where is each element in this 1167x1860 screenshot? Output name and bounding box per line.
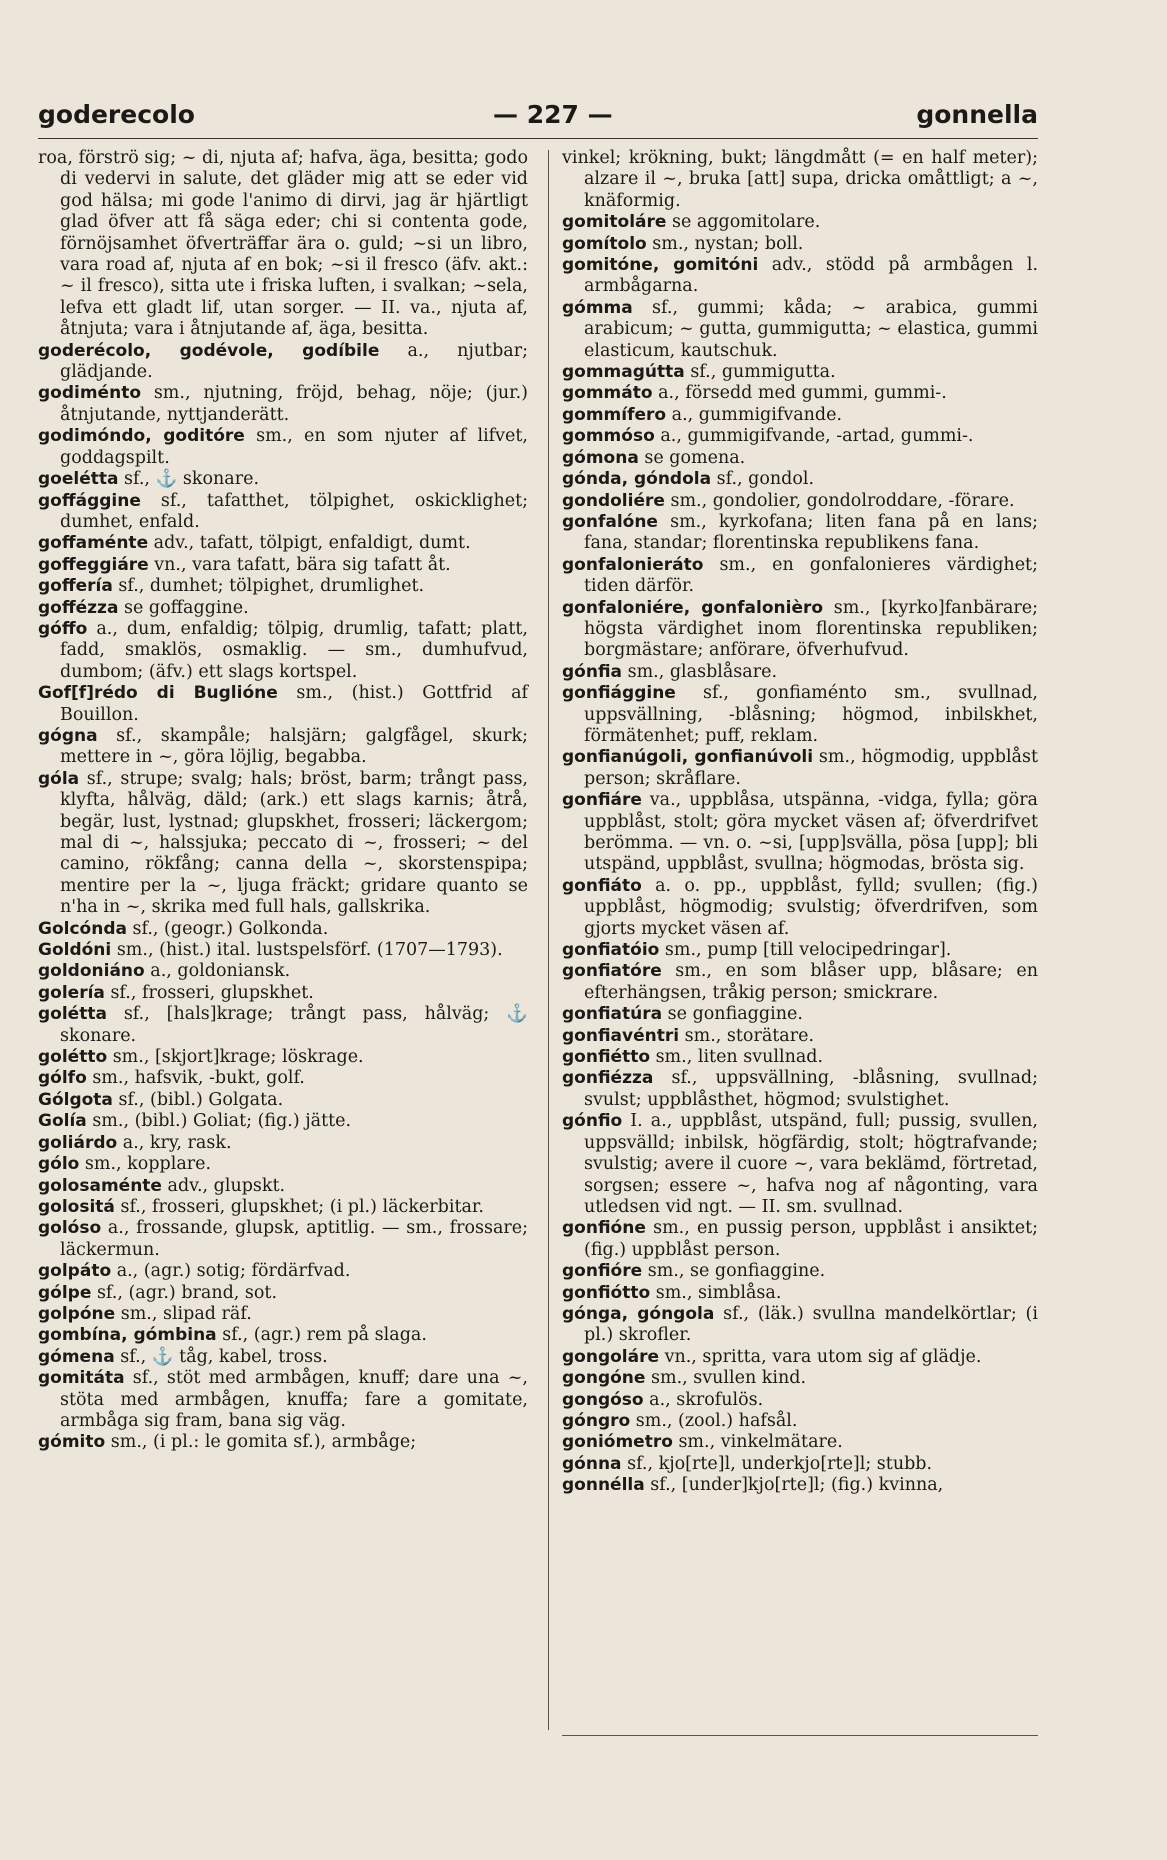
entry-headword: gónna bbox=[562, 1453, 622, 1474]
entry-headword: golosaménte bbox=[38, 1175, 162, 1196]
page-header bbox=[38, 100, 1038, 134]
entry-headword: goldoniáno bbox=[38, 961, 145, 982]
entry-definition: sm., (hist.) ital. lustspelsförf. (1707—1793). bbox=[111, 940, 503, 961]
entry-headword: golóso bbox=[38, 1218, 102, 1239]
entry-headword: gómona bbox=[562, 447, 639, 468]
entry-definition: sf., [hals]krage; trångt pass, hålväg; ⚓ skonare. bbox=[60, 1004, 528, 1046]
entry-headword: goderécolo, godévole, godíbile bbox=[38, 340, 380, 361]
dictionary-entry bbox=[562, 747, 1038, 790]
entry-headword: góffo bbox=[38, 618, 88, 639]
entry-headword: Golcónda bbox=[38, 918, 127, 939]
entry-definition: sm., simblåsa. bbox=[650, 1282, 782, 1303]
entry-headword: gomitoláre bbox=[562, 212, 667, 233]
dictionary-entry bbox=[562, 1411, 1038, 1432]
dictionary-entry bbox=[562, 1218, 1038, 1261]
entry-headword: gomítolo bbox=[562, 233, 647, 254]
dictionary-entry bbox=[562, 1390, 1038, 1411]
entry-definition: a., goldoniansk. bbox=[144, 961, 291, 982]
dictionary-entry bbox=[562, 1004, 1038, 1025]
entry-definition: sf., uppsvällning, -blåsning, svullnad; svulst; uppblåsthet, högmod; svulstighet. bbox=[584, 1068, 1038, 1110]
dictionary-entry bbox=[38, 1090, 528, 1111]
dictionary-entry bbox=[562, 1432, 1038, 1453]
entry-definition: va., uppblåsa, utspänna, -vidga, fylla; göra uppblåst, stolt; göra mycket väsen af; öfverdrifvet berömma. — vn. o. ~si, [upp]svälla, pösa [upp]; bli utspänd, uppblåst, svullna; högmodas, brösta sig. bbox=[584, 790, 1038, 875]
entry-headword: gólfo bbox=[38, 1068, 87, 1089]
entry-definition: a., gummigifvande. bbox=[666, 404, 843, 425]
entry-definition: adv., stödd på armbågen l. armbågarna. bbox=[584, 255, 1039, 297]
dictionary-entry bbox=[38, 576, 528, 597]
entry-definition: sf., (läk.) svullna mandelkörtlar; (i pl.) skrofler. bbox=[584, 1303, 1038, 1346]
entry-headword: gónfia bbox=[562, 661, 623, 682]
dictionary-entry bbox=[562, 1068, 1038, 1111]
dictionary-entry bbox=[38, 555, 528, 576]
dictionary-entry bbox=[38, 383, 528, 426]
header-rule bbox=[38, 138, 1038, 139]
entry-definition: adv., glupskt. bbox=[161, 1175, 286, 1196]
entry-definition: sm., hafsvik, -bukt, golf. bbox=[86, 1068, 305, 1089]
entry-headword: golétto bbox=[38, 1047, 108, 1068]
entry-headword: goniómetro bbox=[562, 1432, 673, 1453]
entry-definition: se aggomitolare. bbox=[666, 212, 821, 233]
entry-definition: sm., (i pl.: le gomita sf.), armbåge; bbox=[105, 1432, 417, 1453]
entry-definition: sm., nystan; boll. bbox=[646, 233, 804, 254]
entry-definition: sm., en pussig person, uppblåst i ansiktet; (fig.) uppblåst person. bbox=[584, 1218, 1038, 1260]
entry-definition: sf., frosseri, glupskhet. bbox=[104, 982, 314, 1003]
entry-headword: gonfiatóre bbox=[562, 961, 662, 982]
dictionary-entry bbox=[562, 469, 1038, 490]
dictionary-entry bbox=[562, 448, 1038, 469]
entry-headword: goffería bbox=[38, 576, 113, 597]
dictionary-entry bbox=[562, 1026, 1038, 1047]
entry-headword: góla bbox=[38, 768, 80, 789]
dictionary-entry bbox=[38, 1304, 528, 1325]
dictionary-entry bbox=[562, 1304, 1038, 1347]
entry-definition: sm., pump [till velocipedringar]. bbox=[659, 940, 952, 961]
dictionary-entry bbox=[38, 1197, 528, 1218]
entry-definition: sf., tafatthet, tölpighet, oskicklighet; dumhet, enfald. bbox=[60, 490, 528, 532]
entry-definition: sm., storätare. bbox=[679, 1025, 815, 1046]
dictionary-entry bbox=[38, 1432, 528, 1453]
dictionary-entry bbox=[38, 619, 528, 683]
dictionary-entry bbox=[38, 1368, 528, 1432]
end-rule bbox=[562, 1735, 1038, 1736]
entry-headword: golería bbox=[38, 982, 105, 1003]
header-last-word: gonnella bbox=[916, 100, 1038, 129]
entry-definition: a., dum, enfaldig; tölpig, drumlig, tafatt; platt, fadd, smaklös, osmaklig. — sm., dumhufvud, dumbom; (äfv.) ett slags kortspel. bbox=[60, 618, 528, 682]
entry-definition: vn., vara tafatt, bära sig tafatt åt. bbox=[148, 554, 451, 575]
entry-headword: gonfiavéntri bbox=[562, 1025, 680, 1046]
entry-headword: goliárdo bbox=[38, 1132, 118, 1153]
dictionary-entry bbox=[562, 1347, 1038, 1368]
entry-headword: Golía bbox=[38, 1111, 87, 1132]
dictionary-entry bbox=[562, 1261, 1038, 1282]
dictionary-entry bbox=[562, 1454, 1038, 1475]
entry-definition: sm., (hist.) Gottfrid af Bouillon. bbox=[60, 683, 528, 725]
dictionary-entry bbox=[562, 598, 1038, 662]
dictionary-entry bbox=[38, 769, 528, 919]
dictionary-entry bbox=[562, 876, 1038, 940]
entry-definition: sm., [kyrko]fanbärare; högsta värdighet inom florentinska republiken; borgmästare; anförare, öfverhufvud. bbox=[584, 597, 1038, 661]
entry-definition: sm., (zool.) hafsål. bbox=[630, 1410, 798, 1431]
page-number: — 227 — bbox=[493, 100, 613, 129]
dictionary-entry bbox=[562, 212, 1038, 233]
dictionary-entry bbox=[562, 405, 1038, 426]
entry-definition: sf., strupe; svalg; hals; bröst, barm; trångt pass, klyfta, hålväg, däld; (ark.) ett slags karnis; åtrå, begär, lust, lystnad; glupskhet, frosseri; läckergom; mal di ~, halssjuka; peccato di ~, frosseri; ~ del camino, rökfång; canna della ~, skorstenspipa; mentire per la ~, ljuga fräckt; gridare quanto se n'ha in ~, skrika med full hals, gallskrika. bbox=[60, 768, 528, 918]
dictionary-entry bbox=[38, 1325, 528, 1346]
entry-definition: sm., kyrkofana; liten fana på en lans; fana, standar; florentinska republikens fana. bbox=[584, 511, 1038, 554]
dictionary-entry bbox=[562, 362, 1038, 383]
entry-headword: gonfióne bbox=[562, 1218, 646, 1239]
dictionary-entry bbox=[38, 1004, 528, 1047]
dictionary-entry bbox=[38, 1283, 528, 1304]
entry-headword: gonfalóne bbox=[562, 511, 658, 532]
header-first-word: goderecolo bbox=[38, 100, 195, 129]
dictionary-entry bbox=[562, 298, 1038, 362]
dictionary-entry bbox=[38, 426, 528, 469]
entry-definition: sf., (bibl.) Golgata. bbox=[112, 1089, 284, 1110]
entry-definition: sm., glasblåsare. bbox=[622, 661, 778, 682]
dictionary-entry bbox=[562, 426, 1038, 447]
entry-headword: gonfiézza bbox=[562, 1068, 654, 1089]
entry-headword: gombína, gómbina bbox=[38, 1325, 217, 1346]
dictionary-entry bbox=[38, 533, 528, 554]
entry-headword: golositá bbox=[38, 1196, 115, 1217]
entry-definition: se gomena. bbox=[638, 447, 746, 468]
entry-definition: sf., stöt med armbågen, knuff; dare una ~, stöta med armbågen, knuffa; fare a gomitate, armbåga sig fram, bana sig väg. bbox=[60, 1368, 528, 1431]
entry-headword: godiménto bbox=[38, 383, 141, 404]
entry-definition: se goffaggine. bbox=[118, 597, 249, 618]
entry-definition: sf., dumhet; tölpighet, drumlighet. bbox=[112, 576, 425, 597]
dictionary-entry bbox=[38, 1261, 528, 1282]
entry-headword: gondoliére bbox=[562, 490, 665, 511]
entry-headword: goffággine bbox=[38, 490, 141, 511]
entry-headword: Gólgota bbox=[38, 1089, 113, 1110]
entry-headword: gónfio bbox=[562, 1111, 623, 1132]
entry-definition: sm., en gonfalonieres värdighet; tiden därför. bbox=[584, 554, 1038, 597]
entry-headword: gonfiatúra bbox=[562, 1004, 663, 1025]
dictionary-entry bbox=[38, 1347, 528, 1368]
entry-headword: gongóso bbox=[562, 1389, 644, 1410]
entry-definition: sf., (geogr.) Golkonda. bbox=[126, 918, 329, 939]
dictionary-entry bbox=[38, 919, 528, 940]
entry-headword: gonfiáto bbox=[562, 875, 642, 896]
entry-headword: gonfianúgoli, gonfianúvoli bbox=[562, 747, 814, 768]
entry-definition: a., försedd med gummi, gummi-. bbox=[652, 383, 947, 404]
entry-headword: gómena bbox=[38, 1346, 115, 1367]
entry-definition: sm., liten svullnad. bbox=[650, 1047, 824, 1068]
entry-headword: goffaménte bbox=[38, 533, 149, 554]
dictionary-entry bbox=[562, 961, 1038, 1004]
entry-headword: Gof[f]rédo di Buglióne bbox=[38, 683, 278, 704]
entry-headword: gommífero bbox=[562, 404, 667, 425]
dictionary-entry bbox=[562, 1368, 1038, 1389]
dictionary-entry bbox=[38, 1133, 528, 1154]
entry-headword: gonfiótto bbox=[562, 1282, 651, 1303]
dictionary-entry bbox=[562, 255, 1038, 298]
entry-headword: gonnélla bbox=[562, 1475, 645, 1496]
entry-definition: sf., [under]kjo[rte]l; (fig.) kvinna, bbox=[644, 1475, 944, 1496]
entry-headword: gonfiáre bbox=[562, 790, 642, 811]
dictionary-entry bbox=[562, 491, 1038, 512]
dictionary-entry bbox=[38, 1176, 528, 1197]
entry-definition: a. o. pp., uppblåst, fylld; svullen; (fig.) uppblåst, högmodig; svulstig; öfverdrifven, som gjorts mycket väsen af. bbox=[584, 875, 1038, 939]
dictionary-entry bbox=[562, 683, 1038, 747]
entry-definition: sm., vinkelmätare. bbox=[672, 1432, 843, 1453]
entry-definition: sf., kjo[rte]l, underkjo[rte]l; stubb. bbox=[621, 1453, 933, 1474]
entry-headword: golétta bbox=[38, 1004, 107, 1025]
entry-headword: gómma bbox=[562, 297, 633, 318]
entry-headword: goffeggiáre bbox=[38, 554, 149, 575]
dictionary-entry bbox=[562, 1475, 1038, 1496]
entry-definition: adv., tafatt, tölpigt, enfaldigt, dumt. bbox=[148, 533, 471, 554]
entry-headword: gómito bbox=[38, 1432, 106, 1453]
entry-definition: a., skrofulös. bbox=[643, 1389, 764, 1410]
entry-headword: gonfióre bbox=[562, 1261, 643, 1282]
entry-definition: sm., (bibl.) Goliat; (fig.) jätte. bbox=[86, 1111, 352, 1132]
entry-definition: sf., gummigutta. bbox=[684, 362, 836, 383]
entry-headword: gonfiággine bbox=[562, 683, 676, 704]
dictionary-entry bbox=[562, 940, 1038, 961]
entry-definition: sf., gonfiaménto sm., svullnad, uppsvällning, -blåsning; högmod, inbilskhet, förmätenhet; puff, reklam. bbox=[584, 683, 1038, 746]
entry-definition: a., gummigifvande, -artad, gummi-. bbox=[654, 426, 974, 447]
entry-headword: goelétta bbox=[38, 469, 119, 490]
column-divider bbox=[548, 150, 549, 1730]
dictionary-entry bbox=[562, 383, 1038, 404]
entry-definition: sm., njutning, fröjd, behag, nöje; (jur.) åtnjutande, nyttjanderätt. bbox=[60, 383, 528, 425]
entry-headword: gommagútta bbox=[562, 362, 685, 383]
entry-definition: sf., (agr.) brand, sot. bbox=[91, 1282, 278, 1303]
entry-definition: roa, förströ sig; ~ di, njuta af; hafva, äga, besitta; godo di vedervi in salute, det gläder mig att se eder vid god hälsa; mi gode l'animo di dirvi, jag är hjärtligt glad öfver att få säga eder; chi si contenta gode, förnöjsamhet öfverträffar ära o. guld; ~si un libro, vara road af, njuta af en bok; ~si il fresco (äfv. akt.: ~ il fresco), sitta ute i friska luften, i svalkan; ~sela, lefva ett gladt lif, utan sorger. — II. va., njuta af, åtnjuta; vara i åtnjutande af, äga, besitta. bbox=[38, 148, 528, 340]
dictionary-entry bbox=[38, 469, 528, 490]
dictionary-entry bbox=[562, 1111, 1038, 1218]
entry-definition: sf., gummi; kåda; ~ arabica, gummi arabicum; ~ gutta, gummigutta; ~ elastica, gummi elasticum, kautschuk. bbox=[584, 297, 1039, 361]
dictionary-entry bbox=[38, 341, 528, 384]
entry-definition: a., njutbar; glädjande. bbox=[60, 340, 528, 383]
entry-definition: sf., gondol. bbox=[711, 469, 815, 490]
dictionary-entry bbox=[38, 961, 528, 982]
dictionary-entry bbox=[38, 983, 528, 1004]
entry-headword: gonfalonieráto bbox=[562, 554, 704, 575]
entry-definition: sm., se gonfiaggine. bbox=[642, 1261, 826, 1282]
entry-headword: gongóne bbox=[562, 1368, 646, 1389]
entry-definition: a., (agr.) sotig; fördärfvad. bbox=[111, 1261, 351, 1282]
entry-headword: gomitáta bbox=[38, 1368, 125, 1389]
entry-headword: golpóne bbox=[38, 1303, 116, 1324]
entry-definition: sf., frosseri, glupskhet; (i pl.) läckerbitar. bbox=[114, 1196, 484, 1217]
dictionary-entry bbox=[38, 598, 528, 619]
entry-headword: gónga, góngola bbox=[562, 1303, 715, 1324]
entry-headword: gólo bbox=[38, 1154, 80, 1175]
dictionary-entry bbox=[562, 234, 1038, 255]
entry-definition: sm., [skjort]krage; löskrage. bbox=[107, 1047, 364, 1068]
entry-definition: sm., gondolier, gondolroddare, -förare. bbox=[664, 490, 1015, 511]
entry-headword: gonfiatóio bbox=[562, 940, 660, 961]
entry-definition: vinkel; krökning, bukt; längdmått (= en half meter); alzare il ~, bruka [att] supa, dricka omåttligt; a ~, knäformig. bbox=[562, 148, 1038, 211]
entry-headword: gommóso bbox=[562, 426, 655, 447]
entry-definition: sm., en som njuter af lifvet, goddagspilt. bbox=[60, 426, 528, 468]
dictionary-entry bbox=[562, 148, 1038, 212]
entry-definition: sf., ⚓ tåg, kabel, tross. bbox=[114, 1346, 328, 1367]
entry-definition: sf., ⚓ skonare. bbox=[118, 469, 260, 490]
dictionary-entry bbox=[38, 148, 528, 341]
dictionary-entry bbox=[38, 1068, 528, 1089]
dictionary-entry bbox=[562, 555, 1038, 598]
dictionary-entry bbox=[562, 662, 1038, 683]
dictionary-entry bbox=[38, 1111, 528, 1132]
dictionary-entry bbox=[38, 940, 528, 961]
entry-headword: gónda, góndola bbox=[562, 469, 712, 490]
dictionary-entry bbox=[38, 683, 528, 726]
entry-headword: gonfaloniére, gonfalonièro bbox=[562, 597, 824, 618]
entry-headword: gongoláre bbox=[562, 1346, 660, 1367]
dictionary-entry bbox=[38, 1218, 528, 1261]
dictionary-entry bbox=[562, 1047, 1038, 1068]
dictionary-entry bbox=[562, 512, 1038, 555]
entry-headword: gommáto bbox=[562, 383, 653, 404]
entry-definition: sm., slipad räf. bbox=[115, 1303, 252, 1324]
entry-headword: goffézza bbox=[38, 597, 119, 618]
entry-headword: gógna bbox=[38, 725, 98, 746]
entry-headword: gólpe bbox=[38, 1282, 92, 1303]
entry-definition: sm., svullen kind. bbox=[645, 1368, 807, 1389]
dictionary-entry bbox=[38, 726, 528, 769]
entry-definition: a., kry, rask. bbox=[117, 1132, 232, 1153]
entry-definition: sf., (agr.) rem på slaga. bbox=[216, 1325, 427, 1346]
entry-definition: sf., skampåle; halsjärn; galgfågel, skurk; mettere in ~, göra löjlig, begabba. bbox=[60, 725, 528, 768]
entry-headword: gomitóne, gomitóni bbox=[562, 255, 759, 276]
entry-definition: I. a., uppblåst, utspänd, full; pussig, svullen, uppsvälld; inbilsk, högfärdig, stolt; högtrafvande; svulstig; avere il cuore ~, vara beklämd, förtretad, sorgsen; essere ~, hafva nog af någonting, vara utledsen vid ngt. — II. sm. svullnad. bbox=[584, 1111, 1038, 1217]
right-column bbox=[562, 148, 1038, 1497]
entry-definition: se gonfiaggine. bbox=[662, 1004, 803, 1025]
entry-definition: sm., kopplare. bbox=[79, 1154, 212, 1175]
left-column bbox=[38, 148, 528, 1454]
dictionary-entry bbox=[38, 1154, 528, 1175]
entry-headword: godimóndo, goditóre bbox=[38, 426, 245, 447]
dictionary-entry bbox=[38, 1047, 528, 1068]
entry-definition: a., frossande, glupsk, aptitlig. — sm., frossare; läckermun. bbox=[60, 1218, 528, 1260]
entry-definition: sm., högmodig, uppblåst person; skråflare. bbox=[584, 747, 1039, 789]
entry-definition: vn., spritta, vara utom sig af glädje. bbox=[659, 1346, 982, 1367]
dictionary-entry bbox=[562, 790, 1038, 876]
dictionary-entry bbox=[562, 1283, 1038, 1304]
entry-definition: sm., en som blåser upp, blåsare; en efterhängsen, tråkig person; smickrare. bbox=[584, 961, 1038, 1003]
entry-headword: gonfiétto bbox=[562, 1047, 651, 1068]
entry-headword: golpáto bbox=[38, 1261, 112, 1282]
entry-headword: Goldóni bbox=[38, 940, 112, 961]
dictionary-entry bbox=[38, 491, 528, 534]
entry-headword: góngro bbox=[562, 1410, 631, 1431]
